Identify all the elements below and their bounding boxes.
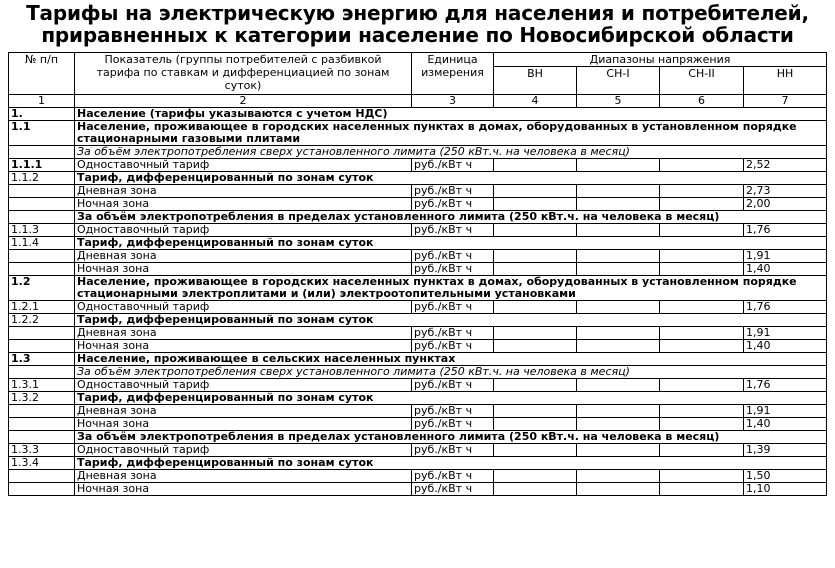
row-sn1-value	[577, 327, 660, 340]
header-row-1	[9, 53, 827, 67]
table-row	[9, 431, 827, 444]
row-sn2-value	[660, 250, 744, 263]
row-vn-value	[494, 483, 577, 496]
col-number: 5	[577, 95, 660, 108]
row-unit: руб./кВт ч	[412, 405, 494, 418]
row-number	[9, 405, 75, 418]
row-number: 1.	[9, 108, 75, 121]
row-vn-value	[494, 327, 577, 340]
row-label: Ночная зона	[75, 263, 412, 276]
header-voltage-ranges: Диапазоны напряжения	[494, 53, 827, 67]
row-nn-value: 1,39	[744, 444, 827, 457]
row-unit: руб./кВт ч	[412, 159, 494, 172]
row-unit: руб./кВт ч	[412, 250, 494, 263]
row-label: Тариф, дифференцированный по зонам суток	[75, 314, 827, 327]
column-number-row	[9, 95, 827, 108]
col-number: 7	[744, 95, 827, 108]
row-number	[9, 327, 75, 340]
row-sn2-value	[660, 327, 744, 340]
row-nn-value: 1,50	[744, 470, 827, 483]
col-number: 1	[9, 95, 75, 108]
row-label: Ночная зона	[75, 418, 412, 431]
row-label: Население, проживающее в городских населенных пунктах в домах, оборудованных в установленном порядке стационарными газовыми плитами	[75, 121, 827, 146]
table-row	[9, 405, 827, 418]
table-row	[9, 392, 827, 405]
row-label: Население (тарифы указываются с учетом НДС)	[75, 108, 827, 121]
row-number	[9, 483, 75, 496]
row-vn-value	[494, 470, 577, 483]
row-label: Тариф, дифференцированный по зонам суток	[75, 172, 827, 185]
row-number	[9, 198, 75, 211]
row-sn1-value	[577, 185, 660, 198]
table-row	[9, 159, 827, 172]
row-unit: руб./кВт ч	[412, 327, 494, 340]
row-number	[9, 263, 75, 276]
row-unit: руб./кВт ч	[412, 483, 494, 496]
row-unit: руб./кВт ч	[412, 444, 494, 457]
row-nn-value: 1,10	[744, 483, 827, 496]
row-sn1-value	[577, 444, 660, 457]
row-label: Тариф, дифференцированный по зонам суток	[75, 457, 827, 470]
col-number: 6	[660, 95, 744, 108]
row-sn2-value	[660, 418, 744, 431]
row-number: 1.2.1	[9, 301, 75, 314]
title-line-1: Тарифы на электрическую энергию для населения и потребителей,	[26, 1, 809, 25]
row-sn2-value	[660, 405, 744, 418]
row-unit: руб./кВт ч	[412, 418, 494, 431]
row-sn2-value	[660, 198, 744, 211]
row-unit: руб./кВт ч	[412, 379, 494, 392]
row-sn1-value	[577, 224, 660, 237]
row-label: За объём электропотребления в пределах установленного лимита (250 кВт.ч. на человека в месяц)	[75, 431, 827, 444]
row-label: За объём электропотребления в пределах установленного лимита (250 кВт.ч. на человека в месяц)	[75, 211, 827, 224]
col-number: 3	[412, 95, 494, 108]
row-vn-value	[494, 185, 577, 198]
table-row	[9, 198, 827, 211]
table-row	[9, 483, 827, 496]
table-row	[9, 379, 827, 392]
row-sn1-value	[577, 250, 660, 263]
table-body	[9, 108, 827, 496]
table-row	[9, 211, 827, 224]
row-unit: руб./кВт ч	[412, 470, 494, 483]
row-nn-value: 2,52	[744, 159, 827, 172]
row-nn-value: 1,40	[744, 418, 827, 431]
row-number	[9, 366, 75, 379]
row-nn-value: 2,00	[744, 198, 827, 211]
table-row	[9, 457, 827, 470]
row-sn2-value	[660, 444, 744, 457]
row-sn1-value	[577, 483, 660, 496]
row-sn2-value	[660, 483, 744, 496]
row-number	[9, 340, 75, 353]
row-label: Одноставочный тариф	[75, 159, 412, 172]
table-row	[9, 353, 827, 366]
table-row	[9, 263, 827, 276]
row-sn1-value	[577, 159, 660, 172]
table-row	[9, 366, 827, 379]
table-row	[9, 276, 827, 301]
row-unit: руб./кВт ч	[412, 185, 494, 198]
row-number	[9, 185, 75, 198]
table-row	[9, 146, 827, 159]
header-indicator: Показатель (группы потребителей с разбивкой тарифа по ставкам и дифференциацией по зонам суток)	[75, 53, 412, 95]
col-number: 4	[494, 95, 577, 108]
row-sn1-value	[577, 418, 660, 431]
title-line-2: приравненных к категории население по Новосибирской области	[41, 23, 794, 47]
row-label: Ночная зона	[75, 340, 412, 353]
row-sn1-value	[577, 470, 660, 483]
header-sn2: СН-II	[660, 67, 744, 95]
table-row	[9, 444, 827, 457]
table-row	[9, 340, 827, 353]
tariff-table	[8, 52, 827, 496]
row-label: Население, проживающее в городских населенных пунктах в домах, оборудованных в установленном порядке стационарными электроплитами и (или) электроотопительными установками	[75, 276, 827, 301]
row-vn-value	[494, 418, 577, 431]
header-unit: Единица измерения	[412, 53, 494, 95]
row-label: Одноставочный тариф	[75, 224, 412, 237]
row-nn-value: 2,73	[744, 185, 827, 198]
row-vn-value	[494, 224, 577, 237]
row-vn-value	[494, 159, 577, 172]
row-sn2-value	[660, 185, 744, 198]
row-number: 1.3.4	[9, 457, 75, 470]
row-vn-value	[494, 379, 577, 392]
page-title	[0, 2, 835, 46]
row-label: Дневная зона	[75, 327, 412, 340]
table-row	[9, 172, 827, 185]
row-number: 1.1	[9, 121, 75, 146]
table-row	[9, 314, 827, 327]
row-nn-value: 1,76	[744, 379, 827, 392]
table-row	[9, 250, 827, 263]
col-number: 2	[75, 95, 412, 108]
row-sn1-value	[577, 340, 660, 353]
row-sn2-value	[660, 263, 744, 276]
table-row	[9, 301, 827, 314]
table-row	[9, 470, 827, 483]
row-nn-value: 1,40	[744, 340, 827, 353]
table-row	[9, 108, 827, 121]
row-vn-value	[494, 340, 577, 353]
row-sn1-value	[577, 405, 660, 418]
row-label: За объём электропотребления сверх установленного лимита (250 кВт.ч. на человека в месяц)	[75, 366, 827, 379]
row-nn-value: 1,91	[744, 250, 827, 263]
row-label: Дневная зона	[75, 470, 412, 483]
row-number: 1.3.1	[9, 379, 75, 392]
row-sn1-value	[577, 263, 660, 276]
row-number	[9, 418, 75, 431]
row-unit: руб./кВт ч	[412, 224, 494, 237]
row-vn-value	[494, 263, 577, 276]
row-label: За объём электропотребления сверх установленного лимита (250 кВт.ч. на человека в месяц)	[75, 146, 827, 159]
row-vn-value	[494, 444, 577, 457]
row-label: Одноставочный тариф	[75, 301, 412, 314]
row-number	[9, 211, 75, 224]
row-label: Дневная зона	[75, 250, 412, 263]
header-vn: ВН	[494, 67, 577, 95]
row-number: 1.3	[9, 353, 75, 366]
row-label: Одноставочный тариф	[75, 379, 412, 392]
row-nn-value: 1,91	[744, 405, 827, 418]
row-vn-value	[494, 198, 577, 211]
row-number: 1.2	[9, 276, 75, 301]
row-number	[9, 470, 75, 483]
row-label: Дневная зона	[75, 185, 412, 198]
table-row	[9, 185, 827, 198]
row-number	[9, 146, 75, 159]
table-row	[9, 418, 827, 431]
row-vn-value	[494, 250, 577, 263]
row-sn2-value	[660, 379, 744, 392]
table-row	[9, 237, 827, 250]
row-unit: руб./кВт ч	[412, 340, 494, 353]
row-number: 1.1.1	[9, 159, 75, 172]
row-number: 1.2.2	[9, 314, 75, 327]
row-number: 1.1.2	[9, 172, 75, 185]
row-sn1-value	[577, 379, 660, 392]
row-unit: руб./кВт ч	[412, 301, 494, 314]
row-unit: руб./кВт ч	[412, 198, 494, 211]
row-sn2-value	[660, 159, 744, 172]
row-number: 1.1.3	[9, 224, 75, 237]
row-number	[9, 431, 75, 444]
row-number: 1.1.4	[9, 237, 75, 250]
row-nn-value: 1,76	[744, 301, 827, 314]
row-sn2-value	[660, 340, 744, 353]
row-nn-value: 1,40	[744, 263, 827, 276]
row-sn1-value	[577, 198, 660, 211]
row-number: 1.3.2	[9, 392, 75, 405]
row-sn2-value	[660, 301, 744, 314]
row-label: Ночная зона	[75, 483, 412, 496]
row-label: Тариф, дифференцированный по зонам суток	[75, 237, 827, 250]
row-number	[9, 250, 75, 263]
row-sn1-value	[577, 301, 660, 314]
row-vn-value	[494, 405, 577, 418]
table-row	[9, 327, 827, 340]
row-label: Ночная зона	[75, 198, 412, 211]
row-label: Дневная зона	[75, 405, 412, 418]
row-vn-value	[494, 301, 577, 314]
table-row	[9, 224, 827, 237]
row-nn-value: 1,91	[744, 327, 827, 340]
table-row	[9, 121, 827, 146]
row-unit: руб./кВт ч	[412, 263, 494, 276]
header-nn: НН	[744, 67, 827, 95]
row-number: 1.3.3	[9, 444, 75, 457]
header-sn1: СН-I	[577, 67, 660, 95]
row-label: Население, проживающее в сельских населенных пунктах	[75, 353, 827, 366]
row-sn2-value	[660, 470, 744, 483]
header-num: № п/п	[9, 53, 75, 95]
row-label: Одноставочный тариф	[75, 444, 412, 457]
row-nn-value: 1,76	[744, 224, 827, 237]
row-sn2-value	[660, 224, 744, 237]
row-label: Тариф, дифференцированный по зонам суток	[75, 392, 827, 405]
